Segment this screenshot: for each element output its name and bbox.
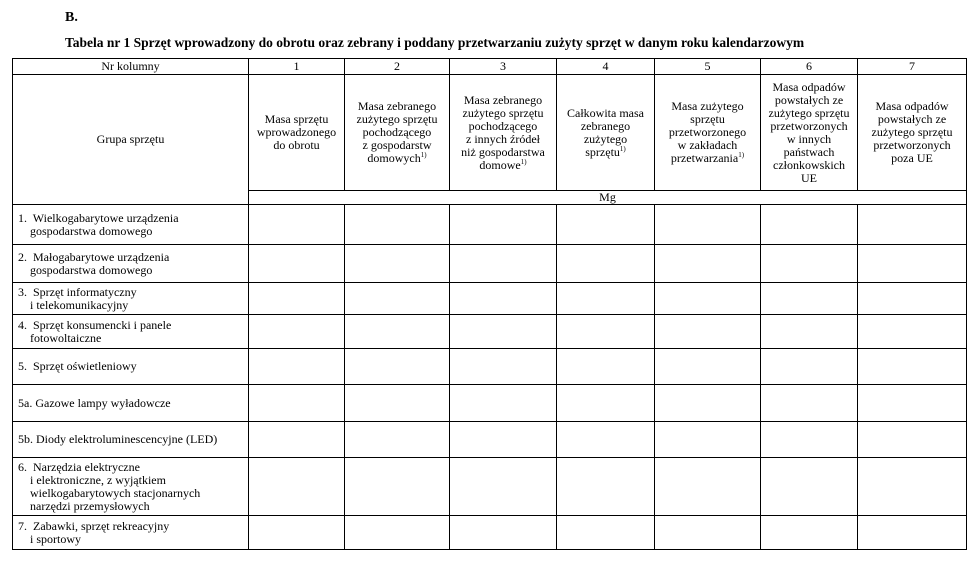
column-header-2 (345, 75, 450, 191)
table-row (13, 422, 967, 458)
row-label-line: narzędzi przemysłowych (30, 498, 150, 513)
column-header-line-wrap (658, 152, 757, 165)
value-cell[interactable] (761, 245, 858, 283)
row-label-line: wielkogabarytowych stacjonarnych (30, 485, 201, 500)
value-cell[interactable] (761, 458, 858, 516)
value-cell[interactable] (345, 458, 450, 516)
value-cell[interactable] (249, 422, 345, 458)
column-header-line: w innych (786, 131, 832, 146)
value-cell[interactable] (655, 516, 761, 550)
column-header-line: przetworzonego (668, 125, 747, 139)
column-header-7 (858, 75, 967, 191)
value-cell[interactable] (345, 516, 450, 550)
value-cell[interactable] (858, 458, 967, 516)
table-row (13, 349, 967, 385)
column-number-label: Nr kolumny (13, 59, 249, 75)
footnote-marker: 1) (520, 157, 527, 166)
value-cell[interactable] (345, 349, 450, 385)
value-cell[interactable] (450, 349, 557, 385)
value-cell[interactable] (557, 385, 655, 422)
value-cell[interactable] (655, 245, 761, 283)
table-row (13, 385, 967, 422)
column-header-4 (557, 75, 655, 191)
row-label (13, 422, 249, 458)
table-row (13, 283, 967, 315)
column-header-line: do obrotu (273, 138, 320, 152)
row-label-line: gospodarstwa domowego (30, 262, 153, 277)
column-header-6 (761, 75, 858, 191)
value-cell[interactable] (655, 315, 761, 349)
value-cell[interactable] (345, 385, 450, 422)
value-cell[interactable] (557, 516, 655, 550)
table-row (13, 315, 967, 349)
row-label (13, 205, 249, 245)
column-header-line: zużytego sprzętu (871, 125, 953, 139)
value-cell[interactable] (557, 458, 655, 516)
column-header-line: zebranego (580, 118, 631, 133)
value-cell[interactable] (557, 283, 655, 315)
column-header-line: Masa zebranego (463, 92, 543, 107)
row-label-line: gospodarstwa domowego (30, 223, 153, 238)
value-cell[interactable] (557, 315, 655, 349)
table-row (13, 205, 967, 245)
row-label (13, 245, 249, 283)
value-cell[interactable] (557, 245, 655, 283)
value-cell[interactable] (249, 205, 345, 245)
value-cell[interactable] (858, 385, 967, 422)
value-cell[interactable] (450, 385, 557, 422)
value-cell[interactable] (249, 283, 345, 315)
value-cell[interactable] (450, 516, 557, 550)
column-header-line: z gospodarstw (362, 138, 432, 152)
column-header-line: domowych (367, 151, 421, 165)
column-header-line: przetworzonych (873, 138, 951, 152)
column-header-3 (450, 75, 557, 191)
value-cell[interactable] (249, 315, 345, 349)
row-label (13, 516, 249, 550)
column-header-line: domowe (479, 157, 521, 172)
footnote-marker: 1) (619, 144, 626, 153)
value-cell[interactable] (761, 283, 858, 315)
value-cell[interactable] (858, 315, 967, 349)
column-number-row (13, 59, 967, 75)
table-row (13, 458, 967, 516)
value-cell[interactable] (655, 422, 761, 458)
value-cell[interactable] (249, 385, 345, 422)
value-cell[interactable] (557, 205, 655, 245)
row-label-line: 5. Sprzęt oświetleniowy (18, 359, 137, 373)
column-header-line-wrap (560, 146, 651, 159)
table-title: Tabela nr 1 Sprzęt wprowadzony do obrotu oraz zebrany i poddany przetwarzaniu zużyty sprzęt w danym roku kalendarzowym (65, 35, 805, 50)
table-row (13, 516, 967, 550)
value-cell[interactable] (655, 205, 761, 245)
column-header-line: poza UE (891, 151, 933, 165)
value-cell[interactable] (858, 205, 967, 245)
column-header-line: Masa zużytego (671, 99, 744, 113)
column-header-line: przetworzonych (770, 118, 848, 133)
column-number: 6 (761, 59, 858, 75)
column-header-line: sprzętu (585, 144, 620, 159)
value-cell[interactable] (858, 283, 967, 315)
column-header-line: Masa sprzętu (264, 112, 329, 126)
column-header-line-wrap (861, 152, 963, 165)
column-header-line: państwach (783, 144, 835, 159)
value-cell[interactable] (557, 349, 655, 385)
column-header-line: UE (801, 170, 817, 185)
row-label-line: i sportowy (30, 531, 81, 546)
row-label (13, 349, 249, 385)
value-cell[interactable] (450, 245, 557, 283)
row-label (13, 315, 249, 349)
column-number: 4 (557, 59, 655, 75)
column-header-line: niż gospodarstwa (461, 144, 545, 159)
column-header-1 (249, 75, 345, 191)
column-header-line-wrap (453, 159, 553, 172)
value-cell[interactable] (655, 349, 761, 385)
column-number: 2 (345, 59, 450, 75)
value-cell[interactable] (345, 245, 450, 283)
value-cell[interactable] (858, 245, 967, 283)
group-header: Grupa sprzętu (13, 75, 249, 205)
column-header-line: z innych źródeł (466, 131, 540, 146)
value-cell[interactable] (249, 349, 345, 385)
value-cell[interactable] (249, 458, 345, 516)
value-cell[interactable] (761, 349, 858, 385)
row-label-line: 5a. Gazowe lampy wyładowcze (18, 395, 171, 410)
column-header-line: Masa odpadów (875, 99, 949, 113)
value-cell[interactable] (249, 516, 345, 550)
equipment-table (12, 58, 967, 550)
value-cell[interactable] (761, 315, 858, 349)
column-header-line: pochodzącego (468, 118, 538, 133)
row-label-line: i telekomunikacyjny (30, 297, 129, 312)
column-header-line-wrap (252, 139, 341, 152)
section-label: B. (65, 10, 78, 25)
column-number: 7 (858, 59, 967, 75)
column-header-5 (655, 75, 761, 191)
value-cell[interactable] (345, 205, 450, 245)
value-cell[interactable] (761, 422, 858, 458)
row-label (13, 385, 249, 422)
value-cell[interactable] (450, 205, 557, 245)
value-cell[interactable] (450, 458, 557, 516)
footnote-marker: 1) (738, 151, 745, 159)
column-header-line: sprzętu (690, 112, 725, 126)
table-row (13, 245, 967, 283)
column-description-row (13, 75, 967, 191)
column-number: 1 (249, 59, 345, 75)
column-header-line-wrap (764, 172, 854, 185)
value-cell[interactable] (557, 422, 655, 458)
unit-label: Mg (249, 191, 967, 205)
row-label-line: i elektroniczne, z wyjątkiem (30, 472, 166, 487)
row-label-line: 1. Wielkogabarytowe urządzenia (18, 210, 179, 225)
value-cell[interactable] (450, 315, 557, 349)
column-header-line: zużytego sprzętu (462, 105, 544, 120)
column-header-line: w zakładach (677, 138, 738, 152)
value-cell[interactable] (450, 422, 557, 458)
value-cell[interactable] (655, 458, 761, 516)
column-header-line: przetwarzania (670, 151, 739, 165)
row-label-line: 2. Małogabarytowe urządzenia (18, 249, 170, 264)
column-number: 3 (450, 59, 557, 75)
value-cell[interactable] (761, 205, 858, 245)
value-cell[interactable] (345, 315, 450, 349)
row-label-line: 7. Zabawki, sprzęt rekreacyjny (18, 518, 170, 533)
column-header-line-wrap (348, 152, 446, 165)
column-header-line: Masa zebranego (357, 99, 437, 113)
value-cell[interactable] (858, 422, 967, 458)
value-cell[interactable] (345, 283, 450, 315)
column-header-line: powstałych ze (774, 92, 844, 107)
column-number: 5 (655, 59, 761, 75)
value-cell[interactable] (655, 385, 761, 422)
column-header-line: Całkowita masa (567, 105, 644, 120)
column-header-line: pochodzącego (362, 125, 432, 139)
column-header-line: powstałych ze (877, 112, 947, 126)
row-label (13, 458, 249, 516)
column-header-line: Masa odpadów (772, 79, 846, 94)
value-cell[interactable] (249, 245, 345, 283)
row-label (13, 283, 249, 315)
column-header-line: wprowadzonego (256, 125, 337, 139)
column-header-line: zużytego (583, 131, 628, 146)
value-cell[interactable] (450, 283, 557, 315)
value-cell[interactable] (761, 385, 858, 422)
column-header-line: zużytego sprzętu (356, 112, 438, 126)
row-label-line: fotowoltaiczne (30, 330, 102, 345)
row-label-line: 6. Narzędzia elektryczne (18, 459, 140, 474)
column-header-line: zużytego sprzętu (768, 105, 850, 120)
value-cell[interactable] (345, 422, 450, 458)
row-label-line: 3. Sprzęt informatyczny (18, 284, 137, 299)
footnote-marker: 1) (420, 151, 427, 159)
column-header-line: członkowskich (773, 157, 845, 172)
value-cell[interactable] (858, 516, 967, 550)
value-cell[interactable] (761, 516, 858, 550)
row-label-line: 5b. Diody elektroluminescencyjne (LED) (18, 432, 218, 446)
row-label-line: 4. Sprzęt konsumencki i panele (18, 317, 172, 332)
value-cell[interactable] (858, 349, 967, 385)
value-cell[interactable] (655, 283, 761, 315)
